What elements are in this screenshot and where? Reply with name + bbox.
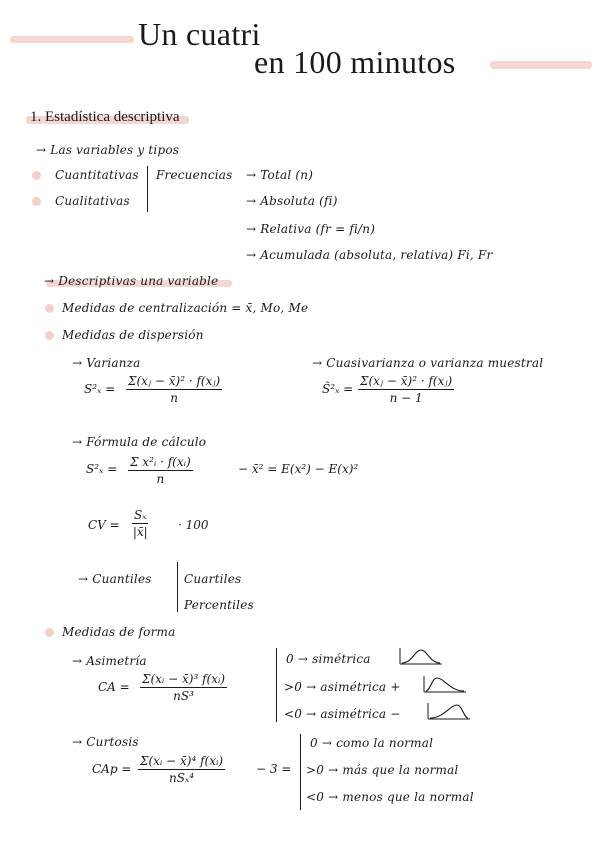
cv-fraction	[132, 508, 148, 539]
varianza-lhs: S²ₓ =	[84, 382, 116, 396]
cuasivarianza-label: → Cuasivarianza o varianza muestral	[312, 356, 544, 370]
cuartiles-label: Cuartiles	[184, 572, 242, 586]
symmetric-curve-icon	[398, 646, 444, 666]
formula-denominator: n	[156, 472, 165, 486]
curtosis-rhs: − 3 =	[256, 762, 292, 776]
brace-line	[147, 166, 148, 212]
varianza-numerator: Σ(xⱼ − x̄)² · f(xⱼ)	[128, 374, 221, 388]
forma-label: Medidas de forma	[62, 625, 176, 639]
bullet	[32, 197, 41, 206]
curtosis-label: → Curtosis	[72, 735, 139, 749]
curtosis-case-positive: >0 → más que la normal	[306, 763, 459, 777]
relativa-label: → Relativa (fr = fi/n)	[246, 222, 376, 236]
frecuencias-label: Frecuencias	[156, 168, 233, 182]
curtosis-case-zero: 0 → como la normal	[310, 736, 434, 750]
cv-numerator: Sₓ	[134, 508, 147, 522]
title-highlight-right	[490, 61, 592, 69]
dispersion-label: Medidas de dispersión	[62, 328, 204, 342]
asimetria-numerator: Σ(xᵢ − x̄)³ f(xᵢ)	[142, 672, 226, 686]
asimetria-label: → Asimetría	[72, 654, 147, 668]
percentiles-label: Percentiles	[184, 598, 254, 612]
page-title-line1: Un cuatri	[138, 16, 261, 52]
bullet	[45, 304, 54, 313]
cuasivarianza-fraction	[358, 374, 454, 405]
asimetria-denominator: nS³	[173, 689, 194, 703]
bullet	[32, 171, 41, 180]
negative-skew-curve-icon	[426, 701, 472, 721]
curtosis-denominator: nSₓ⁴	[169, 771, 195, 785]
cuasivarianza-denominator: n − 1	[389, 391, 423, 405]
centralizacion-label: Medidas de centralización = x̄, Mo, Me	[62, 301, 309, 315]
asimetria-case-positive: >0 → asimétrica +	[284, 680, 401, 694]
acumulada-label: → Acumulada (absoluta, relativa) Fi, Fr	[246, 248, 493, 262]
absoluta-label: → Absoluta (fi)	[246, 194, 338, 208]
page-title-line2: en 100 minutos	[254, 44, 456, 80]
section-title: 1. Estadística descriptiva	[30, 109, 180, 125]
curtosis-case-negative: <0 → menos que la normal	[306, 790, 474, 804]
cuasivarianza-lhs: Ŝ²ₓ =	[322, 382, 354, 396]
varianza-fraction	[126, 374, 222, 405]
bullet	[45, 628, 54, 637]
curtosis-lhs: CAp =	[92, 762, 132, 776]
title-highlight-left	[10, 36, 134, 43]
brace-line	[177, 562, 178, 612]
curtosis-numerator: Σ(xᵢ − x̄)⁴ f(xᵢ)	[140, 754, 224, 768]
cuantiles-label: → Cuantiles	[78, 572, 152, 586]
cv-lhs: CV =	[88, 518, 120, 532]
varianza-label: → Varianza	[72, 356, 141, 370]
cv-denominator: |x̄|	[132, 525, 148, 539]
asimetria-lhs: CA =	[98, 680, 130, 694]
asimetria-fraction	[140, 672, 227, 703]
formula-label: → Fórmula de cálculo	[72, 435, 207, 449]
variables-heading: → Las variables y tipos	[36, 143, 180, 157]
brace-line	[300, 734, 301, 810]
total-label: → Total (n)	[246, 168, 314, 182]
positive-skew-curve-icon	[422, 674, 468, 694]
cuasivarianza-numerator: Σ(xⱼ − x̄)² · f(xⱼ)	[360, 374, 453, 388]
curtosis-fraction	[138, 754, 225, 785]
una-variable-heading: → Descriptivas una variable	[44, 274, 219, 288]
formula-rhs: − x̄² = E(x²) − E(x)²	[238, 462, 359, 476]
cv-rhs: · 100	[178, 518, 209, 532]
cualitativas-label: Cualitativas	[55, 194, 130, 208]
asimetria-case-zero: 0 → simétrica	[286, 652, 371, 666]
brace-line	[276, 648, 277, 722]
formula-lhs: S²ₓ =	[86, 462, 118, 476]
asimetria-case-negative: <0 → asimétrica −	[284, 707, 401, 721]
cuantitativas-label: Cuantitativas	[55, 168, 139, 182]
varianza-denominator: n	[170, 391, 178, 405]
formula-numerator: Σ x²ᵢ · f(xᵢ)	[130, 455, 191, 469]
bullet	[45, 331, 54, 340]
formula-fraction	[128, 455, 193, 486]
